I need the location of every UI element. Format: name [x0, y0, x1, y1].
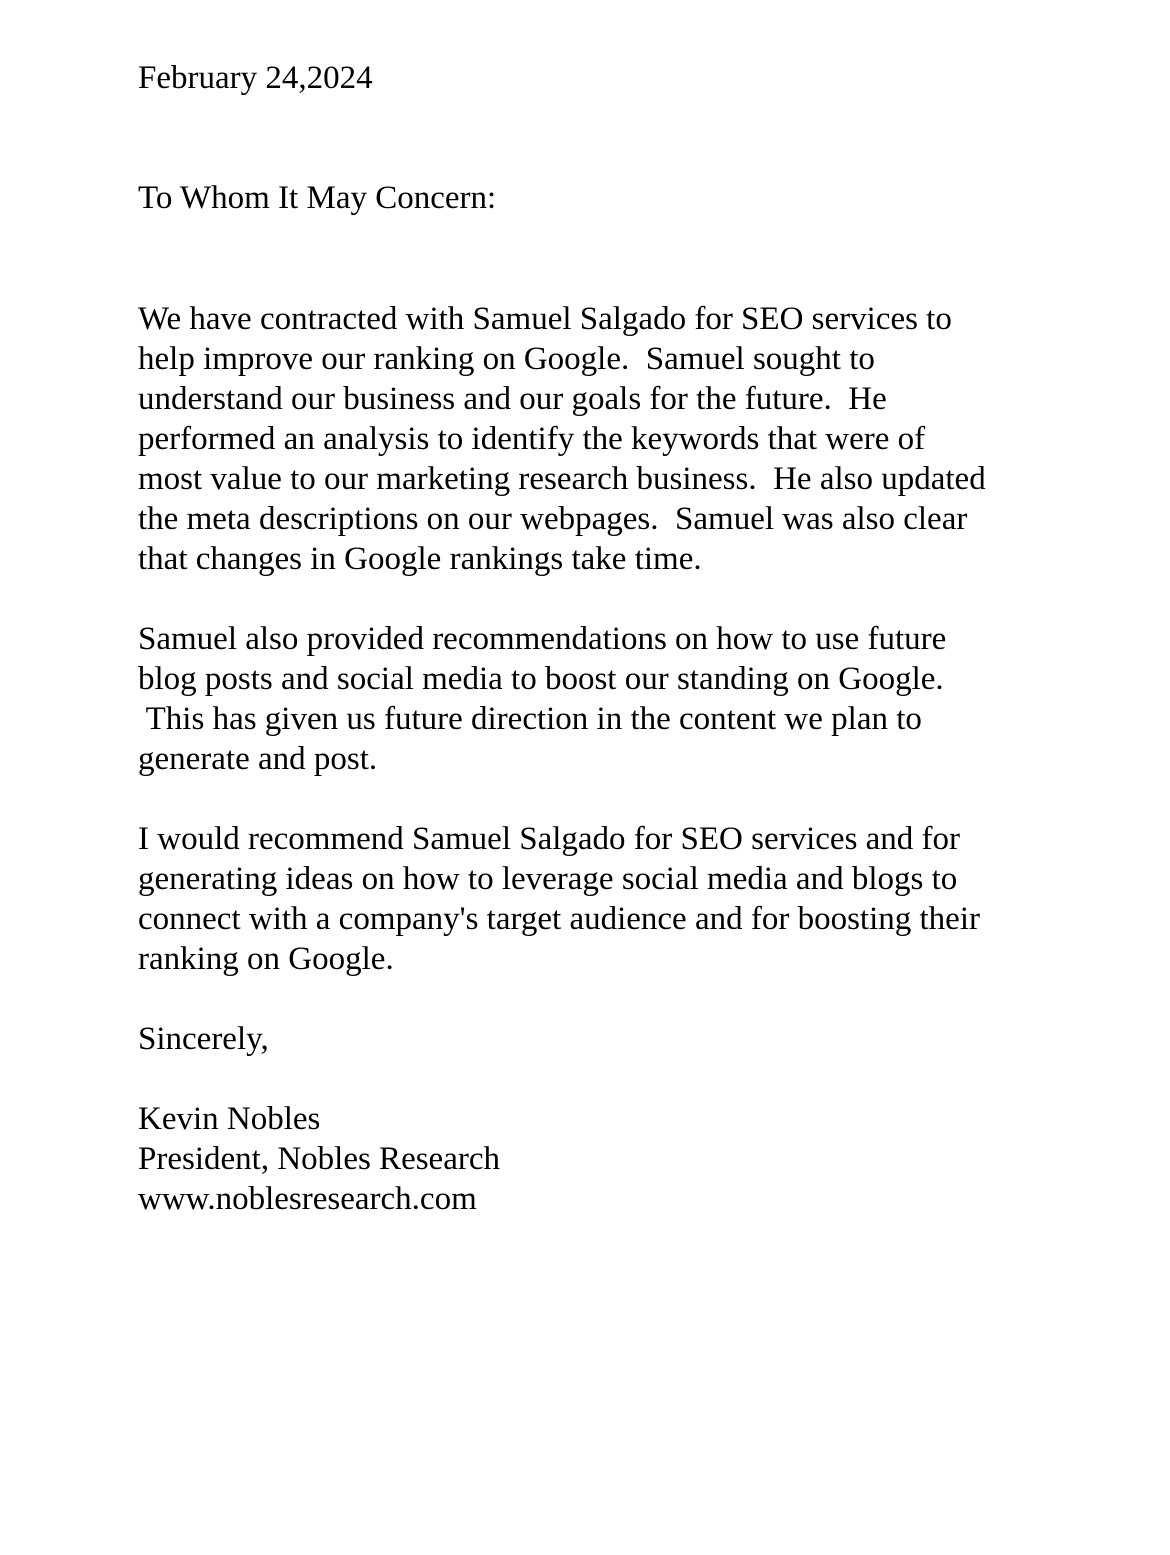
signer-title: President, Nobles Research: [138, 1141, 500, 1177]
paragraph-3: [138, 819, 1038, 979]
letter-closing: Sincerely,: [138, 1021, 269, 1057]
paragraph-line: This has given us future direction in the content we plan to: [138, 701, 922, 737]
paragraph-line: performed an analysis to identify the keywords that were of: [138, 421, 926, 457]
paragraph-line: help improve our ranking on Google. Samuel sought to: [138, 341, 875, 377]
paragraph-line: connect with a company's target audience and for boosting their: [138, 901, 980, 937]
paragraph-line: blog posts and social media to boost our standing on Google.: [138, 661, 944, 697]
paragraph-1: [138, 299, 1038, 579]
letter-body: [138, 58, 1038, 1219]
paragraph-line: Samuel also provided recommendations on how to use future: [138, 621, 947, 657]
paragraph-line: We have contracted with Samuel Salgado for SEO services to: [138, 301, 952, 337]
paragraph-line: ranking on Google.: [138, 941, 394, 977]
paragraph-line: generate and post.: [138, 741, 378, 777]
letter-date: February 24,2024: [138, 60, 373, 96]
paragraph-line: that changes in Google rankings take time.: [138, 541, 702, 577]
paragraph-line: understand our business and our goals for the future. He: [138, 381, 887, 417]
paragraph-line: most value to our marketing research business. He also updated: [138, 461, 986, 497]
paragraph-line: generating ideas on how to leverage social media and blogs to: [138, 861, 958, 897]
letter-salutation: To Whom It May Concern:: [138, 180, 497, 216]
paragraph-line: I would recommend Samuel Salgado for SEO services and for: [138, 821, 961, 857]
paragraph-line: the meta descriptions on our webpages. Samuel was also clear: [138, 501, 968, 537]
paragraph-2: [138, 619, 1038, 779]
signature-block: [138, 1099, 1038, 1219]
signer-name: Kevin Nobles: [138, 1101, 321, 1137]
company-website: www.noblesresearch.com: [138, 1181, 477, 1217]
